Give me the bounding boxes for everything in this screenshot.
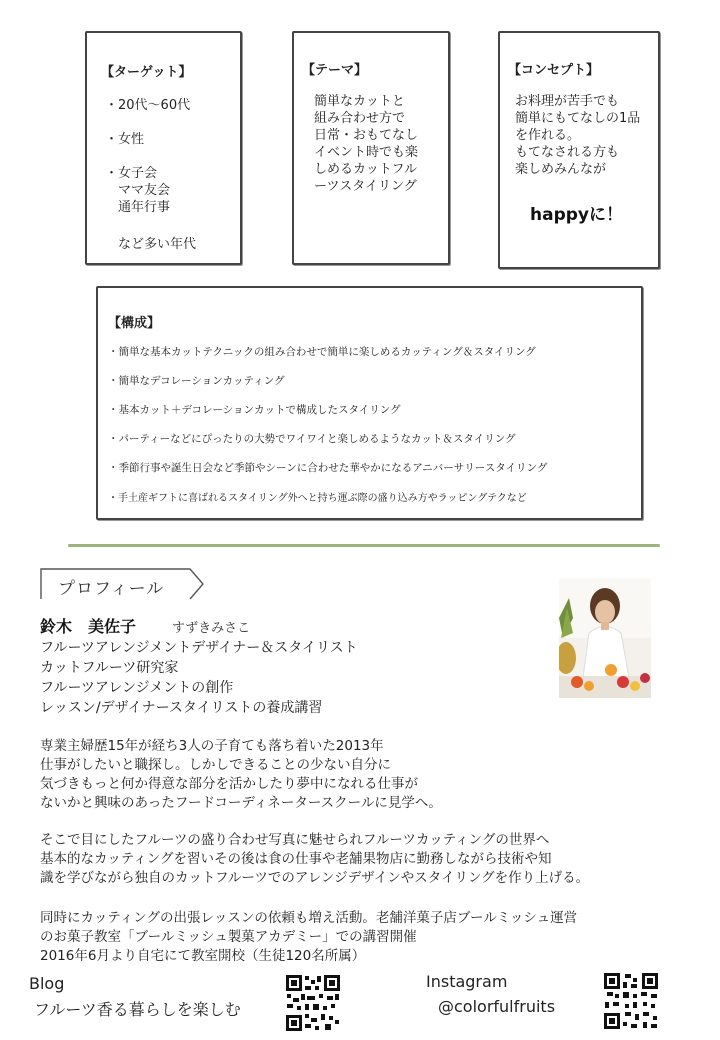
target-line-2: ・女性 <box>105 132 145 147</box>
theme-title: 【テーマ】 <box>302 63 368 78</box>
target-box <box>85 31 242 265</box>
blog-qr-icon <box>285 974 341 1032</box>
profile-role-4: レッスン/デザイナースタイリストの養成講習 <box>40 700 323 716</box>
blog-label: Blog <box>29 974 65 993</box>
instagram-qr-code[interactable] <box>603 972 659 1030</box>
profile-paragraph-2: そこで目にしたフルーツの盛り合わせ写真に魅せられフルーツカッティングの世界へ 基本的なカッティングを習いその後は食の仕事や老舗果物店に勤務しながら技術や知 識を学びながら独自のカットフルーツでのアレンジデザインやスタイリングを作り上げる。 <box>40 832 590 886</box>
target-line-4: ママ友会 <box>105 183 171 198</box>
section-divider <box>68 544 660 547</box>
instagram-handle: @colorfulfruits <box>438 997 556 1016</box>
profile-paragraph-3: 同時にカッティングの出張レッスンの依頼も増え活動。老舗洋菓子店ブールミッシュ運営 のお菓子教室「ブールミッシュ製菓アカデミー」での講習開催 2016年6月より自宅にて教室開校（生徒120名所属） <box>40 910 578 964</box>
profile-heading-tag <box>40 568 205 600</box>
composition-box <box>96 286 643 520</box>
concept-box <box>498 31 660 269</box>
theme-box <box>292 31 450 265</box>
instagram-label: Instagram <box>426 972 508 991</box>
profile-role-1: フルーツアレンジメントデザイナー＆スタイリスト <box>40 640 358 656</box>
profile-heading: プロフィール <box>58 579 165 599</box>
target-line-3: ・女子会 <box>105 166 158 181</box>
composition-item-2: ・簡単なデコレーションカッティング <box>108 375 285 387</box>
blog-qr-code[interactable] <box>285 974 341 1032</box>
profile-role-2: カットフルーツ研究家 <box>40 660 179 676</box>
profile-role-3: フルーツアレンジメントの創作 <box>40 680 234 696</box>
composition-title: 【構成】 <box>108 316 161 331</box>
instagram-qr-icon <box>603 972 659 1030</box>
profile-name-reading: すずきみさこ <box>172 621 251 636</box>
target-title: 【ターゲット】 <box>101 65 192 80</box>
profile-photo <box>559 578 651 698</box>
theme-body: 簡単なカットと 組み合わせ方で 日常・おもてなし イベント時でも楽 しめるカットフル ーツスタイリング <box>314 94 419 194</box>
target-line-6: など多い年代 <box>105 237 197 252</box>
composition-item-4: ・パーティーなどにぴったりの大勢でワイワイと楽しめるようなカット＆スタイリング <box>108 433 516 445</box>
profile-name: 鈴木 美佐子 <box>40 617 137 636</box>
composition-item-1: ・簡単な基本カットテクニックの組み合わせで簡単に楽しめるカッティング＆スタイリング <box>108 346 536 358</box>
profile-paragraph-1: 専業主婦歴15年が経ち3人の子育ても落ち着いた2013年 仕事がしたいと職探し。しかしできることの少ない自分に 気づきもっと何か得意な部分を活かしたり夢中になれる仕事が ないかと興味のあったフードコーディネータースクールに見学へ。 <box>40 738 442 811</box>
composition-item-6: ・手土産ギフトに喜ばれるスタイリング外へと持ち運ぶ際の盛り込み方やラッピングテクなど <box>108 493 527 504</box>
concept-happy: happyに！ <box>530 205 623 225</box>
composition-item-3: ・基本カット＋デコレーションカットで構成したスタイリング <box>108 404 401 416</box>
concept-title: 【コンセプト】 <box>508 63 600 78</box>
target-line-5: 通年行事 <box>105 200 171 215</box>
blog-title: フルーツ香る暮らしを楽しむ <box>34 1000 241 1019</box>
composition-item-5: ・季節行事や誕生日会など季節やシーンに合わせた華やかになるアニバーサリースタイリング <box>108 462 548 474</box>
concept-body: お料理が苦手でも 簡単にもてなしの1品 を作れる。 もてなされる方も 楽しめみんなが <box>515 94 641 177</box>
profile-photo-illustration <box>559 578 651 698</box>
target-line-1: ・20代〜60代 <box>105 98 191 113</box>
